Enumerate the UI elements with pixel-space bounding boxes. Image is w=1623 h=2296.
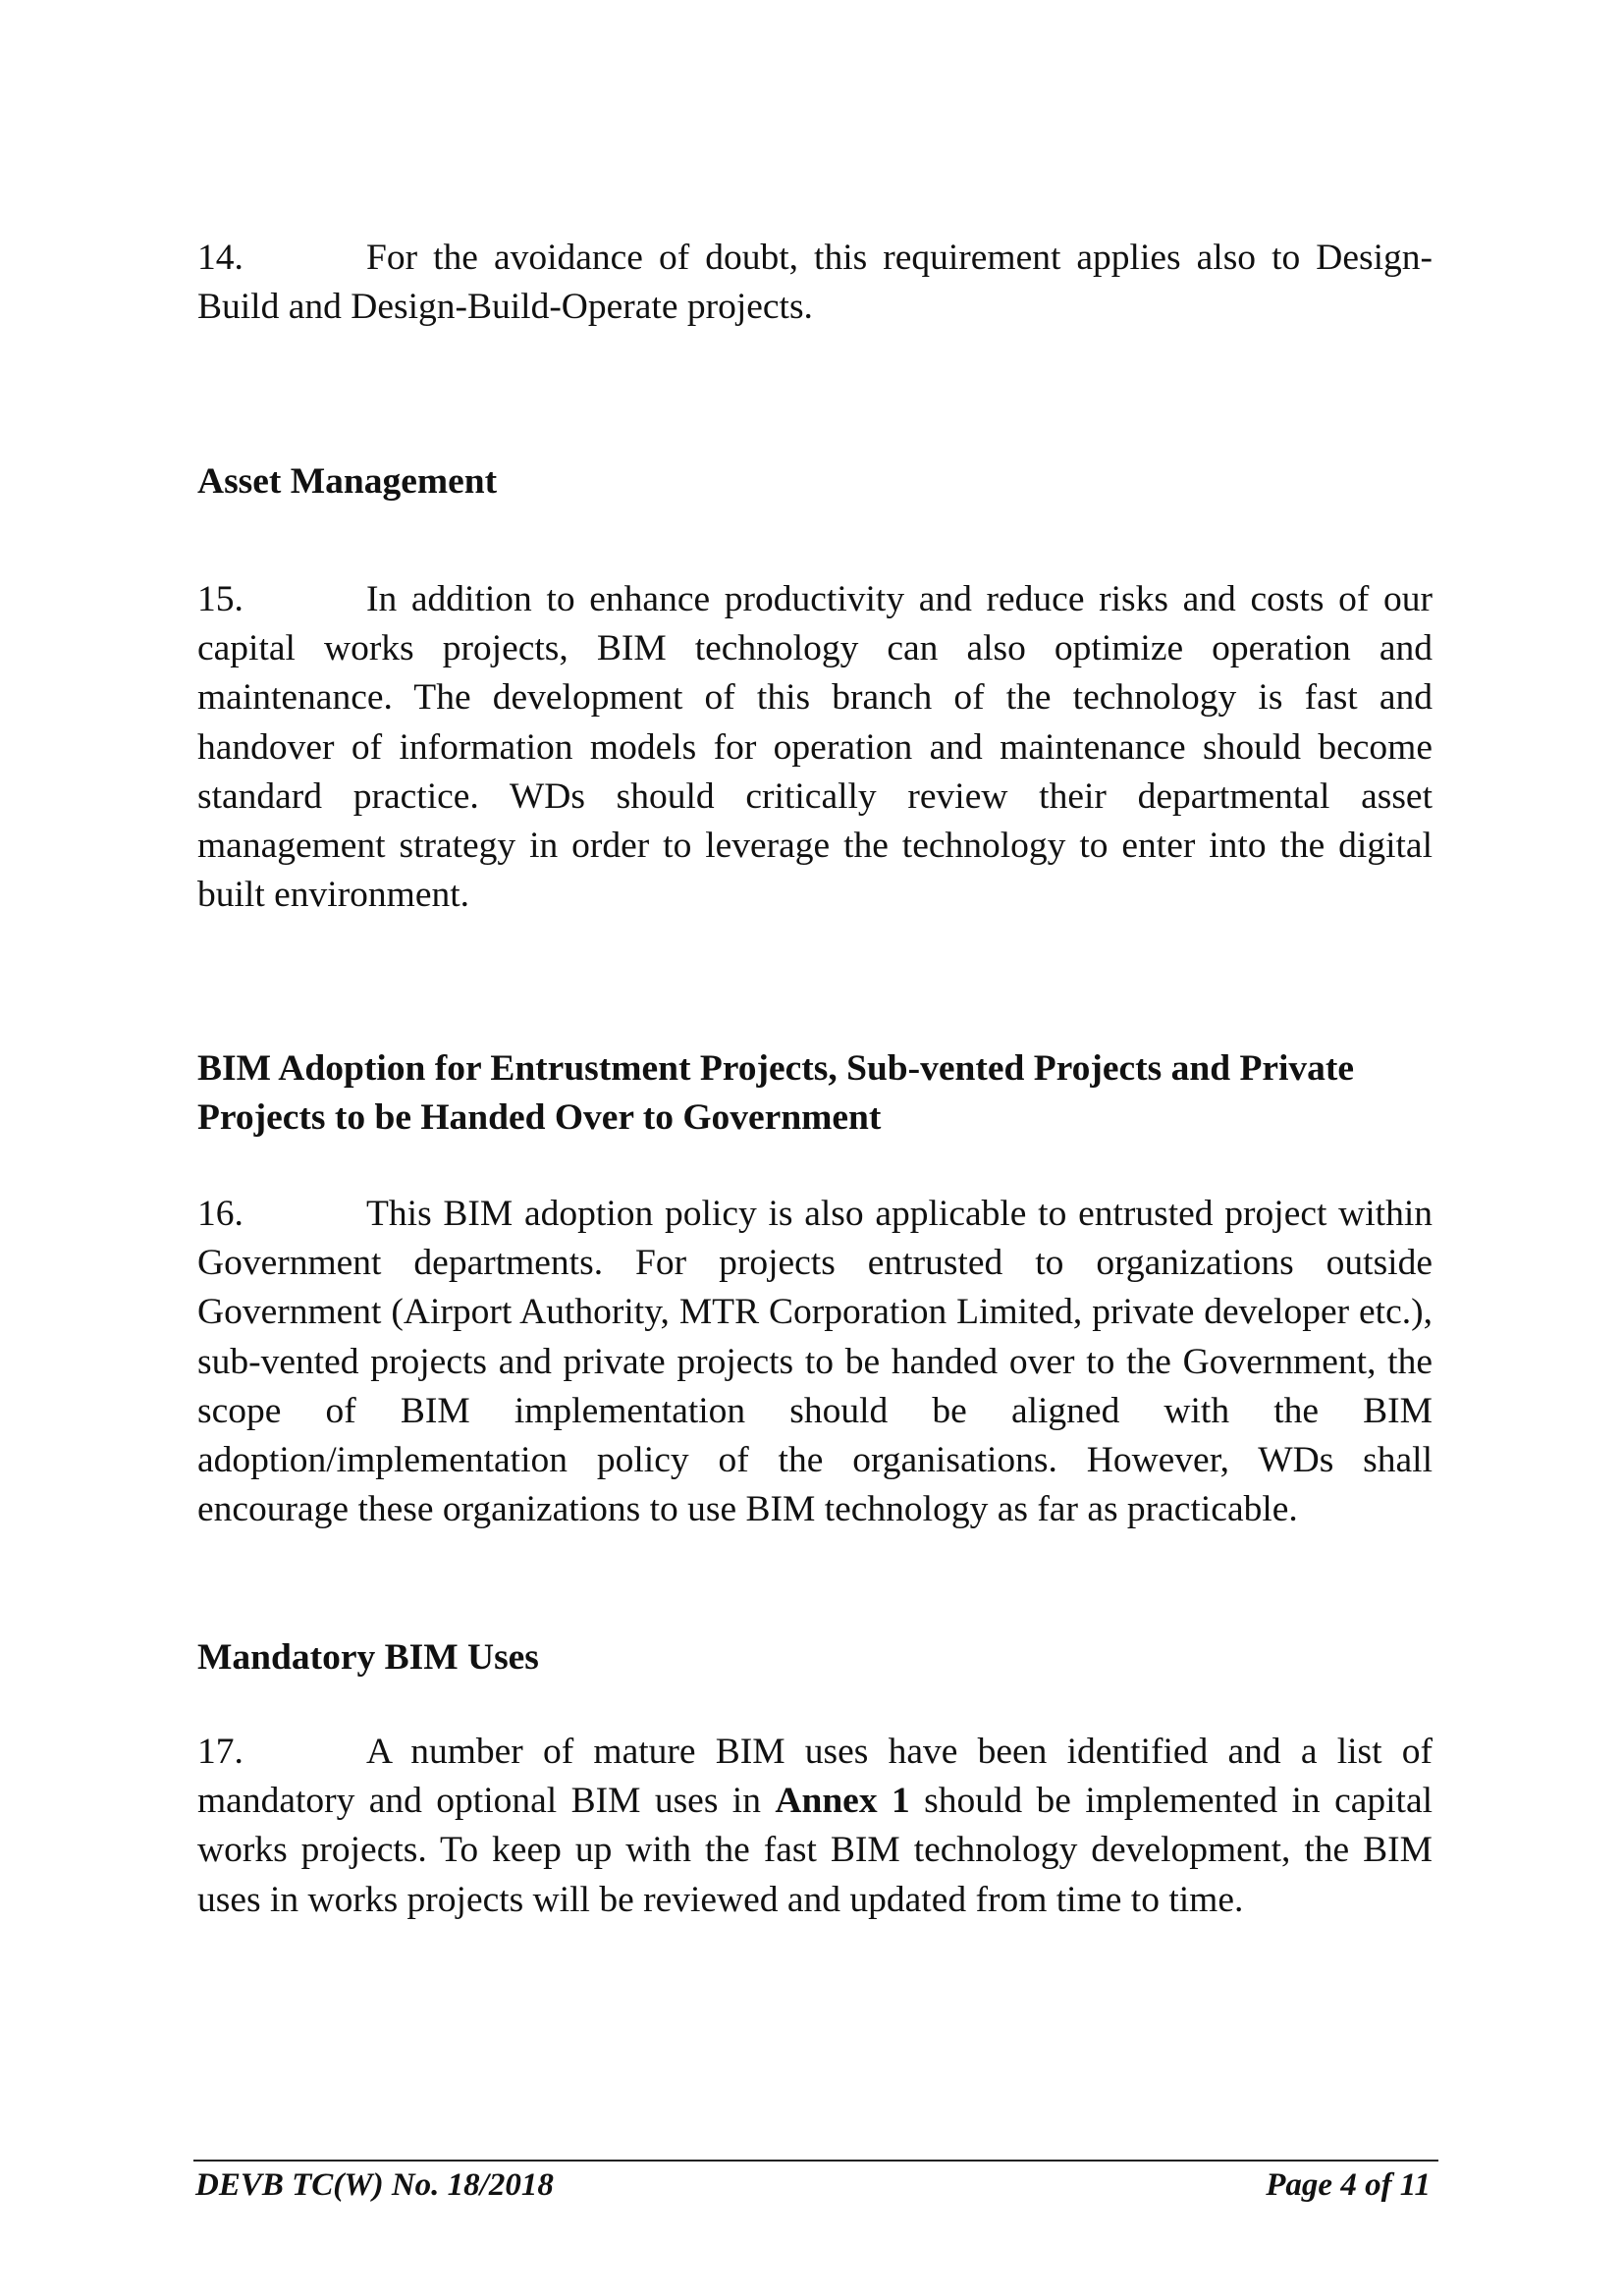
paragraph-number: 16.	[197, 1194, 243, 1234]
footer-divider	[193, 2160, 1438, 2162]
paragraph-number: 15.	[197, 579, 243, 619]
paragraph-17	[197, 1728, 1433, 1925]
paragraph-14	[197, 234, 1433, 332]
paragraph-15	[197, 575, 1433, 920]
paragraph-text: For the avoidance of doubt, this requirement applies also to Design-Build and Design-Build-Operate projects.	[197, 238, 1433, 328]
paragraph-number: 14.	[197, 238, 243, 278]
annex-reference: Annex 1	[775, 1781, 910, 1822]
paragraph-text: This BIM adoption policy is also applicable to entrusted project within Government departments. For projects entrusted to organizations outside Government (Airport Authority, MTR Corporation Limited, private developer etc.), sub-vented projects and private projects to be handed over to the Government, the scope of BIM implementation should be aligned with the BIM adoption/implementation policy of the organisations. However, WDs shall encourage these organizations to use BIM technology as far as practicable.	[197, 1194, 1433, 1530]
paragraph-number: 17.	[197, 1732, 243, 1772]
paragraph-text-before: A number of mature BIM uses have been identified and a list of mandatory and optional BIM uses in	[197, 1732, 1433, 1822]
footer-page-number: Page 4 of 11	[1266, 2167, 1431, 2203]
paragraph-text: In addition to enhance productivity and reduce risks and costs of our capital works projects, BIM technology can also optimize operation and maintenance. The development of this branch of the technology is fast and handover of information models for operation and maintenance should become standard practice. WDs should critically review their departmental asset management strategy in order to leverage the technology to enter into the digital built environment.	[197, 579, 1433, 916]
paragraph-16	[197, 1190, 1433, 1534]
section-heading-mandatory-bim-uses: Mandatory BIM Uses	[197, 1637, 539, 1678]
section-heading-asset-management: Asset Management	[197, 461, 498, 502]
paragraph-text-after: should be implemented in capital works projects. To keep up with the fast BIM technology development, the BIM uses in works projects will be reviewed and updated from time to time.	[197, 1781, 1434, 1920]
section-heading-bim-adoption: BIM Adoption for Entrustment Projects, Sub-vented Projects and Private Projects to be Handed Over to Government	[197, 1048, 1355, 1139]
footer-document-reference: DEVB TC(W) No. 18/2018	[195, 2167, 554, 2203]
